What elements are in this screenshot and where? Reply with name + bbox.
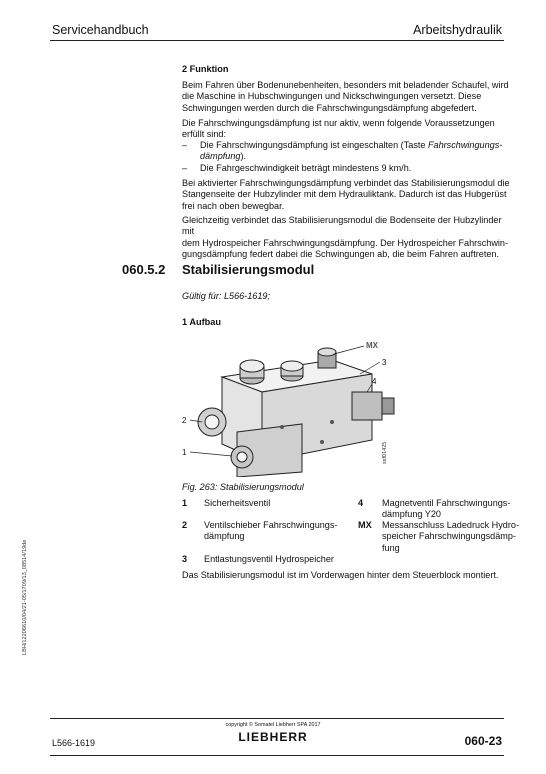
bullet-1-text: Die Fahrschwingungsdämpfung ist eingeschalten (Taste [200,140,428,150]
legend-text: Magnetventil Fahrschwingungs- [382,498,511,508]
bullet-1-text-end: ). [240,151,247,162]
header-title-left: Servicehandbuch [52,23,149,37]
paragraph-1-line: Beim Fahren über Bodenunebenheiten, besonders mit beladender Schaufel, wird [182,80,509,90]
paragraph-2 [182,118,512,141]
legend-key: MX [358,520,372,530]
footer-model: L566-1619 [52,738,96,748]
legend-item [358,520,530,556]
bullet-1 [182,140,512,164]
bullet-dash: – [182,140,188,150]
page-number: 060-23 [464,734,502,748]
legend-item [182,498,357,510]
bullet-1-key-name: Fahrschwingungs- [427,140,503,150]
legend-text: dämpfung Y20 [382,509,441,520]
bullet-2 [182,163,512,175]
figure-caption: Fig. 263: Stabilisierungsmodul [182,482,304,492]
figure-label-3: 3 [382,358,387,367]
legend-key: 1 [182,498,188,508]
paragraph-4-line: gungsdämpfung federt dabei die Schwingungen ab, die beim Fahren auftreten. [182,248,499,259]
paragraph-3 [182,178,512,212]
figure-label-mx: MX [366,341,378,350]
legend-key: 2 [182,520,188,530]
legend-text: Entlastungsventil Hydrospeicher [204,554,334,564]
header-title-right: Arbeitshydraulik [413,23,502,37]
bullet-dash: – [182,163,188,173]
figure-label-4: 4 [372,377,377,386]
side-document-code: LBH/12206610/04/21-05/1709/13_08514/19de [22,539,28,655]
figure-label-2: 2 [182,416,187,425]
paragraph-4 [182,215,512,260]
legend-text: Sicherheitsventil [204,498,271,508]
paragraph-3-line: Stangenseite der Hubzylinder mit dem Hydrauliktank. Dadurch ist das Hubgerüst [182,189,507,200]
paragraph-1 [182,80,512,114]
valve-block-drawing [182,332,402,477]
footer-bottom-rule [50,755,504,756]
stabilisierungsmodul-figure [182,332,402,482]
footer-rule [50,718,504,719]
paragraph-3-line: frei nach oben bewegbar. [182,200,285,211]
legend-item [358,498,530,522]
paragraph-4-line: dem Hydrospeicher Fahrschwingungsdämpfung. Der Hydrospeicher Fahrschwin- [182,237,509,248]
legend-text: speicher Fahrschwingungsdämp- [382,531,516,542]
paragraph-1-line: Schwingungen werden durch die Fahrschwingungsdämpfung abgefedert. [182,102,477,113]
legend-text: Ventilschieber Fahrschwingungs- [204,520,338,530]
heading-funktion: 2 Funktion [182,64,229,74]
paragraph-2-line: erfüllt sind: [182,129,226,140]
closing-paragraph: Das Stabilisierungsmodul ist im Vorderwagen hinter dem Steuerblock montiert. [182,570,499,580]
section-number: 060.5.2 [122,262,166,277]
heading-aufbau: 1 Aufbau [182,317,221,327]
section-title: Stabilisierungsmodul [182,262,315,277]
legend-key: 4 [358,498,364,508]
legend-item [182,554,357,566]
liebherr-logo: LIEBHERR [238,730,308,744]
bullet-1-key-name-cont: dämpfung [200,151,241,162]
legend-text: fung [382,542,400,553]
legend-text: dämpfung [204,531,245,542]
legend-key: 3 [182,554,188,564]
paragraph-2-line: Die Fahrschwingungsdämpfung ist nur aktiv, wenn folgende Voraussetzungen [182,118,495,128]
validity-note: Gültig für: L566-1619; [182,291,270,301]
paragraph-1-line: die Maschine in Hubschwingungen und Nickschwingungen versetzt. Diese [182,91,482,102]
legend-text: Messanschluss Ladedruck Hydro- [382,520,519,530]
figure-code: ssf01425 [382,441,388,464]
bullet-2-text: Die Fahrgeschwindigkeit beträgt mindestens 9 km/h. [200,163,412,173]
figure-label-1: 1 [182,448,187,457]
paragraph-4-line: Gleichzeitig verbindet das Stabilisierungsmodul die Bodenseite der Hubzylinder mit [182,215,502,237]
legend-item [182,520,357,544]
paragraph-3-line: Bei aktivierter Fahrschwingungsdämpfung verbindet das Stabilisierungsmodul die [182,178,510,188]
footer-copyright: copyright © Somatel Liebherr SPA 2017 [225,722,321,728]
header-rule [50,40,504,41]
